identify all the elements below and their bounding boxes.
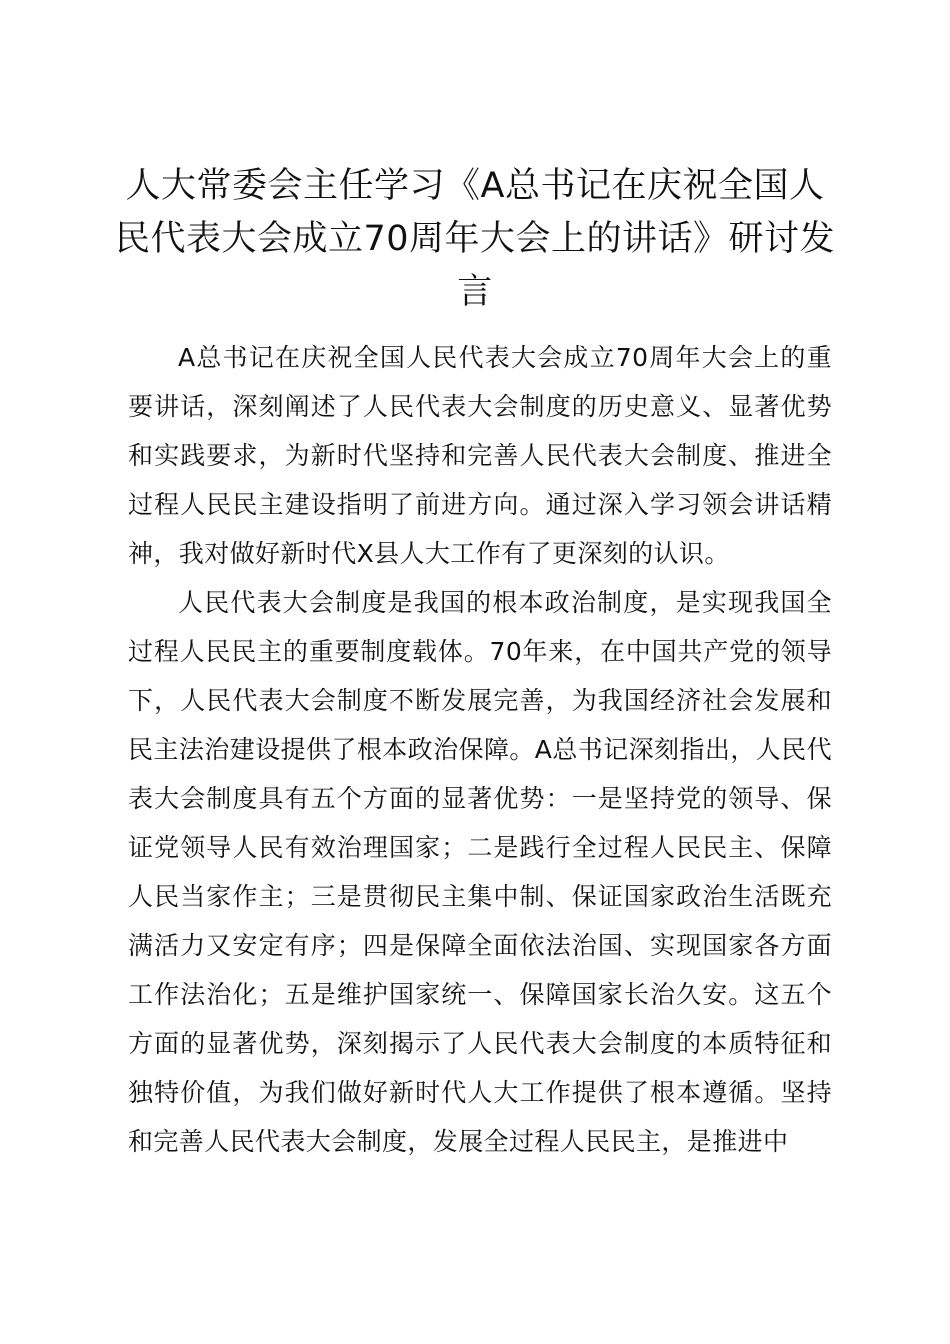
paragraph-1: A总书记在庆祝全国人民代表大会成立70周年大会上的重要讲话，深刻阐述了人民代表大会制度的历史意义、显著优势和实践要求，为新时代坚持和完善人民代表大会制度、推进全过程人民民主建设指明了前进方向。通过深入学习领会讲话精神，我对做好新时代X县人大工作有了更深刻的认识。 xyxy=(128,343,832,568)
document-title: 人大常委会主任学习《A总书记在庆祝全国人民代表大会成立70周年大会上的讲话》研讨发言 xyxy=(114,166,836,312)
document-body xyxy=(128,333,832,1166)
paragraph-2: 人民代表大会制度是我国的根本政治制度，是实现我国全过程人民民主的重要制度载体。70年来，在中国共产党的领导下，人民代表大会制度不断发展完善，为我国经济社会发展和民主法治建设提供了根本政治保障。A总书记深刻指出，人民代表大会制度具有五个方面的显著优势：一是坚持党的领导、保证党领导人民有效治理国家；二是践行全过程人民民主、保障人民当家作主；三是贯彻民主集中制、保证国家政治生活既充满活力又安定有序；四是保障全面依法治国、实现国家各方面工作法治化；五是维护国家统一、保障国家长治久安。这五个方面的显著优势，深刻揭示了人民代表大会制度的本质特征和独特价值，为我们做好新时代人大工作提供了根本遵循。坚持和完善人民代表大会制度，发展全过程人民民主，是推进中 xyxy=(128,588,832,1156)
